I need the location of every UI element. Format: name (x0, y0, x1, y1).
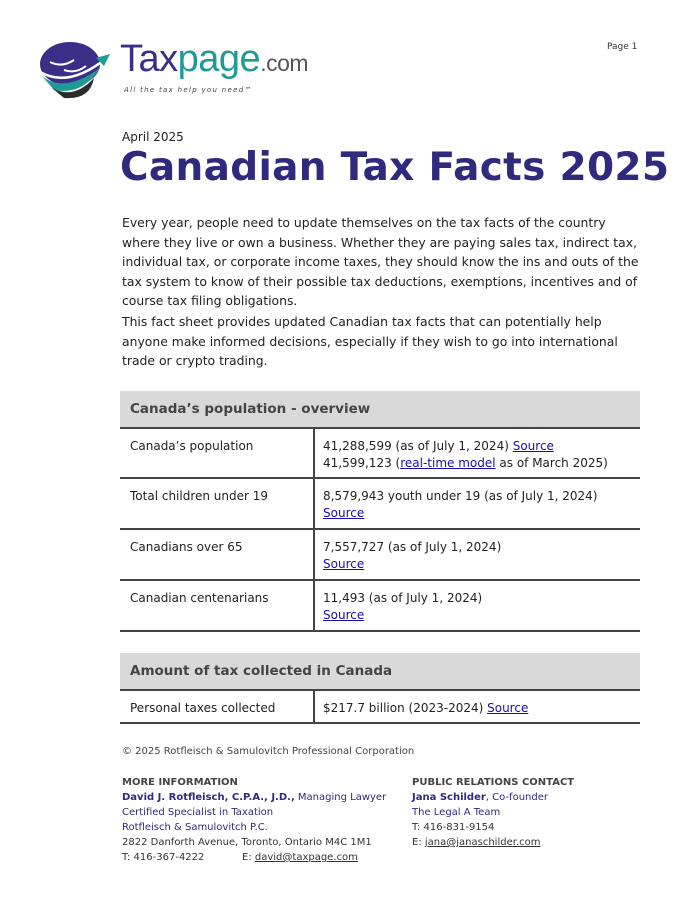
contact-specialty: Certified Specialist in Taxation (122, 807, 274, 818)
contact-firm: Rotfleisch & Samulovitch P.C. (122, 822, 268, 833)
table-row (120, 581, 640, 632)
row-value (315, 530, 640, 579)
more-info-heading: MORE INFORMATION (122, 777, 238, 788)
row-label: Canadian centenarians (120, 581, 315, 630)
pr-contact-phone: T: 416-831-9154 (412, 822, 495, 833)
logo-tagline: All the tax help you need™ (124, 86, 253, 94)
intro-paragraph: Every year, people need to update themselves on the tax facts of the country where they live or own a business. Whether they are paying sales tax, indirect tax, individual tax, or corporate income taxes, they should know the ins and outs of the tax system to know of their possible tax deductions, exemptions, incentives and of course tax filing obligations. (122, 215, 639, 308)
table-row (120, 479, 640, 530)
contact-email-link[interactable]: david@taxpage.com (254, 852, 358, 863)
realtime-prefix: 41,599,123 ( (323, 456, 401, 470)
realtime-suffix: as of March 2025) (495, 456, 608, 470)
taxpage-logo[interactable] (34, 36, 334, 102)
population-value: 41,288,599 (as of July 1, 2024) (323, 439, 513, 453)
globe-arrow-icon (34, 38, 114, 100)
document-title: Canadian Tax Facts 2025 (120, 145, 670, 190)
population-table (120, 391, 640, 632)
copyright-notice: © 2025 Rotfleisch & Samulovitch Professional Corporation (122, 746, 415, 757)
more-information-block (122, 775, 402, 865)
row-value (315, 581, 640, 630)
contact-phone: T: 416-367-4222 (122, 852, 205, 863)
contact-role: Managing Lawyer (294, 792, 387, 803)
pr-contact-block (412, 775, 612, 850)
pr-contact-role: , Co-founder (485, 792, 548, 803)
row-value (315, 429, 640, 477)
table-row (120, 530, 640, 581)
source-link[interactable]: Source (512, 439, 554, 453)
pr-contact-heading: PUBLIC RELATIONS CONTACT (412, 777, 575, 788)
source-link[interactable]: Source (323, 557, 365, 571)
email-label: E: (242, 852, 255, 863)
row-label: Total children under 19 (120, 479, 315, 528)
source-link[interactable]: Source (323, 506, 365, 520)
source-link[interactable]: Source (323, 608, 365, 622)
row-label: Personal taxes collected (120, 691, 315, 722)
table-row (120, 691, 640, 724)
document-date: April 2025 (122, 130, 184, 144)
seniors-value: 7,557,727 (as of July 1, 2024) (323, 540, 502, 554)
children-value: 8,579,943 youth under 19 (as of July 1, 2024) (323, 489, 598, 503)
personal-taxes-value: $217.7 billion (2023-2024) (323, 701, 488, 715)
logo-wordmark (120, 36, 308, 86)
pr-contact-email-link[interactable]: jana@janaschilder.com (424, 837, 541, 848)
table-row (120, 429, 640, 479)
row-value (315, 691, 640, 722)
logo-text-domain: .com (260, 50, 309, 76)
email-label: E: (412, 837, 425, 848)
contact-name: David J. Rotfleisch, C.P.A., J.D., (122, 792, 295, 803)
pr-contact-company: The Legal A Team (412, 807, 501, 818)
logo-text-page: page (177, 38, 261, 80)
contact-address: 2822 Danforth Avenue, Toronto, Ontario M4C 1M1 (122, 837, 372, 848)
realtime-model-link[interactable]: real-time model (400, 456, 496, 470)
row-label: Canada’s population (120, 429, 315, 477)
purpose-paragraph: This fact sheet provides updated Canadian tax facts that can potentially help anyone make informed decisions, especially if they wish to go into international trade or crypto trading. (122, 314, 618, 368)
population-table-heading: Canada’s population - overview (120, 391, 640, 429)
centenarians-value: 11,493 (as of July 1, 2024) (323, 591, 483, 605)
source-link[interactable]: Source (487, 701, 529, 715)
pr-contact-name: Jana Schilder (412, 792, 486, 803)
tax-collected-table (120, 653, 640, 724)
row-value (315, 479, 640, 528)
tax-table-heading: Amount of tax collected in Canada (120, 653, 640, 691)
page-number: Page 1 (607, 42, 638, 52)
logo-text-tax: Tax (120, 38, 178, 80)
row-label: Canadians over 65 (120, 530, 315, 579)
